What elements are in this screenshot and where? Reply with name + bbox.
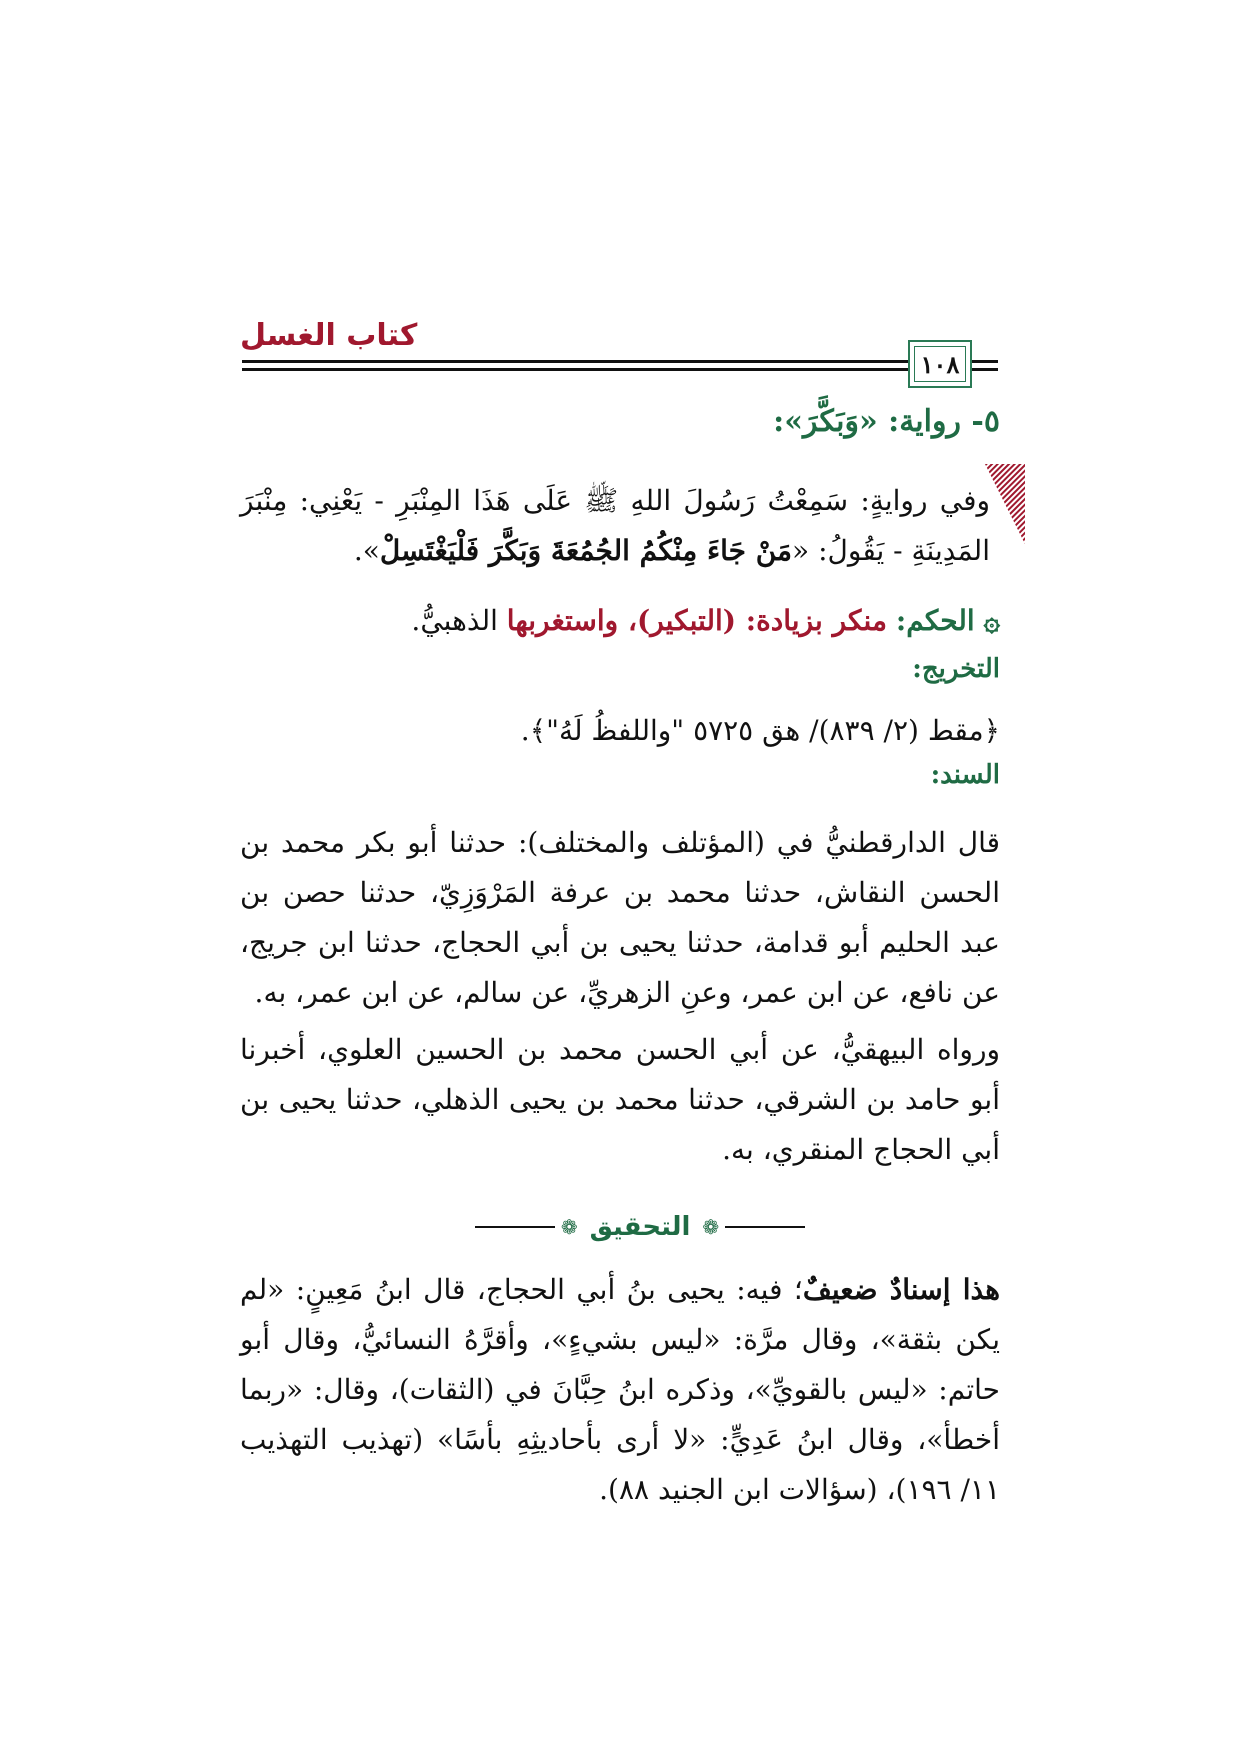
page-number-frame	[908, 340, 972, 388]
ruling	[240, 596, 1000, 646]
tahqiq-divider	[475, 1212, 805, 1242]
section-heading	[773, 404, 1000, 439]
sanad-text-1: قال الدارقطنيُّ في (المؤتلف والمختلف): حدثنا أبو بكر محمد بن الحسن النقاش، حدثنا محمد بن عرفة المَرْوَزِيّ، حدثنا حصن بن عبد الحليم أبو قدامة، حدثنا يحيى بن أبي الحجاج، حدثنا ابن جريج، عن نافع، عن ابن عمر، وعنِ الزهريِّ، عن سالم، عن ابن عمر، به.	[240, 826, 1000, 1009]
section-number: ٥-	[971, 404, 1000, 439]
sanad-text-2: ورواه البيهقيُّ، عن أبي الحسن محمد بن الحسين العلوي، أخبرنا أبو حامد بن الشرقي، حدثنا محمد بن يحيى الذهلي، حدثنا يحيى بن أبي الحجاج المنقري، به.	[240, 1033, 1000, 1166]
page-number: ١٠٨	[914, 346, 966, 382]
chapter-title: كتاب الغسل	[240, 318, 418, 353]
ruling-verdict: منكر بزيادة: (التبكير)، واستغربها	[506, 604, 887, 637]
ruling-label: الحكم:	[895, 604, 975, 637]
takhrij-text	[240, 706, 1000, 756]
corner-ornament-icon	[985, 464, 1025, 544]
tahqiq-paragraph	[240, 1265, 1000, 1515]
sanad-paragraph-1	[240, 818, 1000, 1018]
hadith-text	[240, 476, 990, 576]
hadith-intro: وفي روايةٍ: سَمِعْتُ رَسُولَ اللهِ ﷺ عَلَى هَذَا المِنْبَرِ - يَعْنِي: مِنْبَرَ المَدِينَةِ - يَقُولُ: «	[240, 484, 990, 567]
section-title: رواية: «وَبَكَّرَ»:	[773, 404, 961, 439]
tahqiq-verdict: هذا إسنادٌ ضعيفٌ	[802, 1273, 1000, 1306]
tahqiq-heading: التحقيق	[589, 1212, 691, 1242]
ruling-icon: ۞	[983, 604, 1000, 637]
ruling-rest: الذهبيُّ.	[411, 604, 498, 637]
tahqiq-text: ؛ فيه: يحيى بنُ أبي الحجاج، قال ابنُ مَعِينٍ: «لم يكن بثقة»، وقال مرَّة: «ليس بشيءٍ»، وأقرَّهُ النسائيُّ، وقال أبو حاتم: «ليس بالقويِّ»، وذكره ابنُ حِبَّانَ في (الثقات)، وقال: «ربما أخطأ»، وقال ابنُ عَدِيٍّ: «لا أرى بأحاديثِهِ بأسًا» (تهذيب التهذيب ١١/ ١٩٦)، (سؤالات ابن الجنيد ٨٨).	[240, 1273, 1000, 1506]
divider-ornament-right-icon: ❁	[702, 1215, 720, 1239]
sanad-paragraph-2	[240, 1025, 1000, 1175]
takhrij-heading: التخريج:	[912, 654, 1000, 684]
divider-ornament-left-icon: ❁	[560, 1215, 578, 1239]
divider-line-left	[475, 1226, 555, 1228]
hadith-matn: مَنْ جَاءَ مِنْكُمُ الجُمُعَةَ وَبَكَّرَ فَلْيَغْتَسِلْ	[379, 534, 793, 567]
header-rule-top	[242, 360, 998, 363]
divider-line-right	[725, 1226, 805, 1228]
header-rule-bottom	[242, 368, 998, 371]
hadith-end: ».	[353, 534, 380, 567]
takhrij-line: ﴿مقط (٢/ ٨٣٩)/ هق ٥٧٢٥ "واللفظُ لَهُ"﴾.	[520, 714, 1000, 747]
sanad-heading: السند:	[930, 760, 1000, 790]
